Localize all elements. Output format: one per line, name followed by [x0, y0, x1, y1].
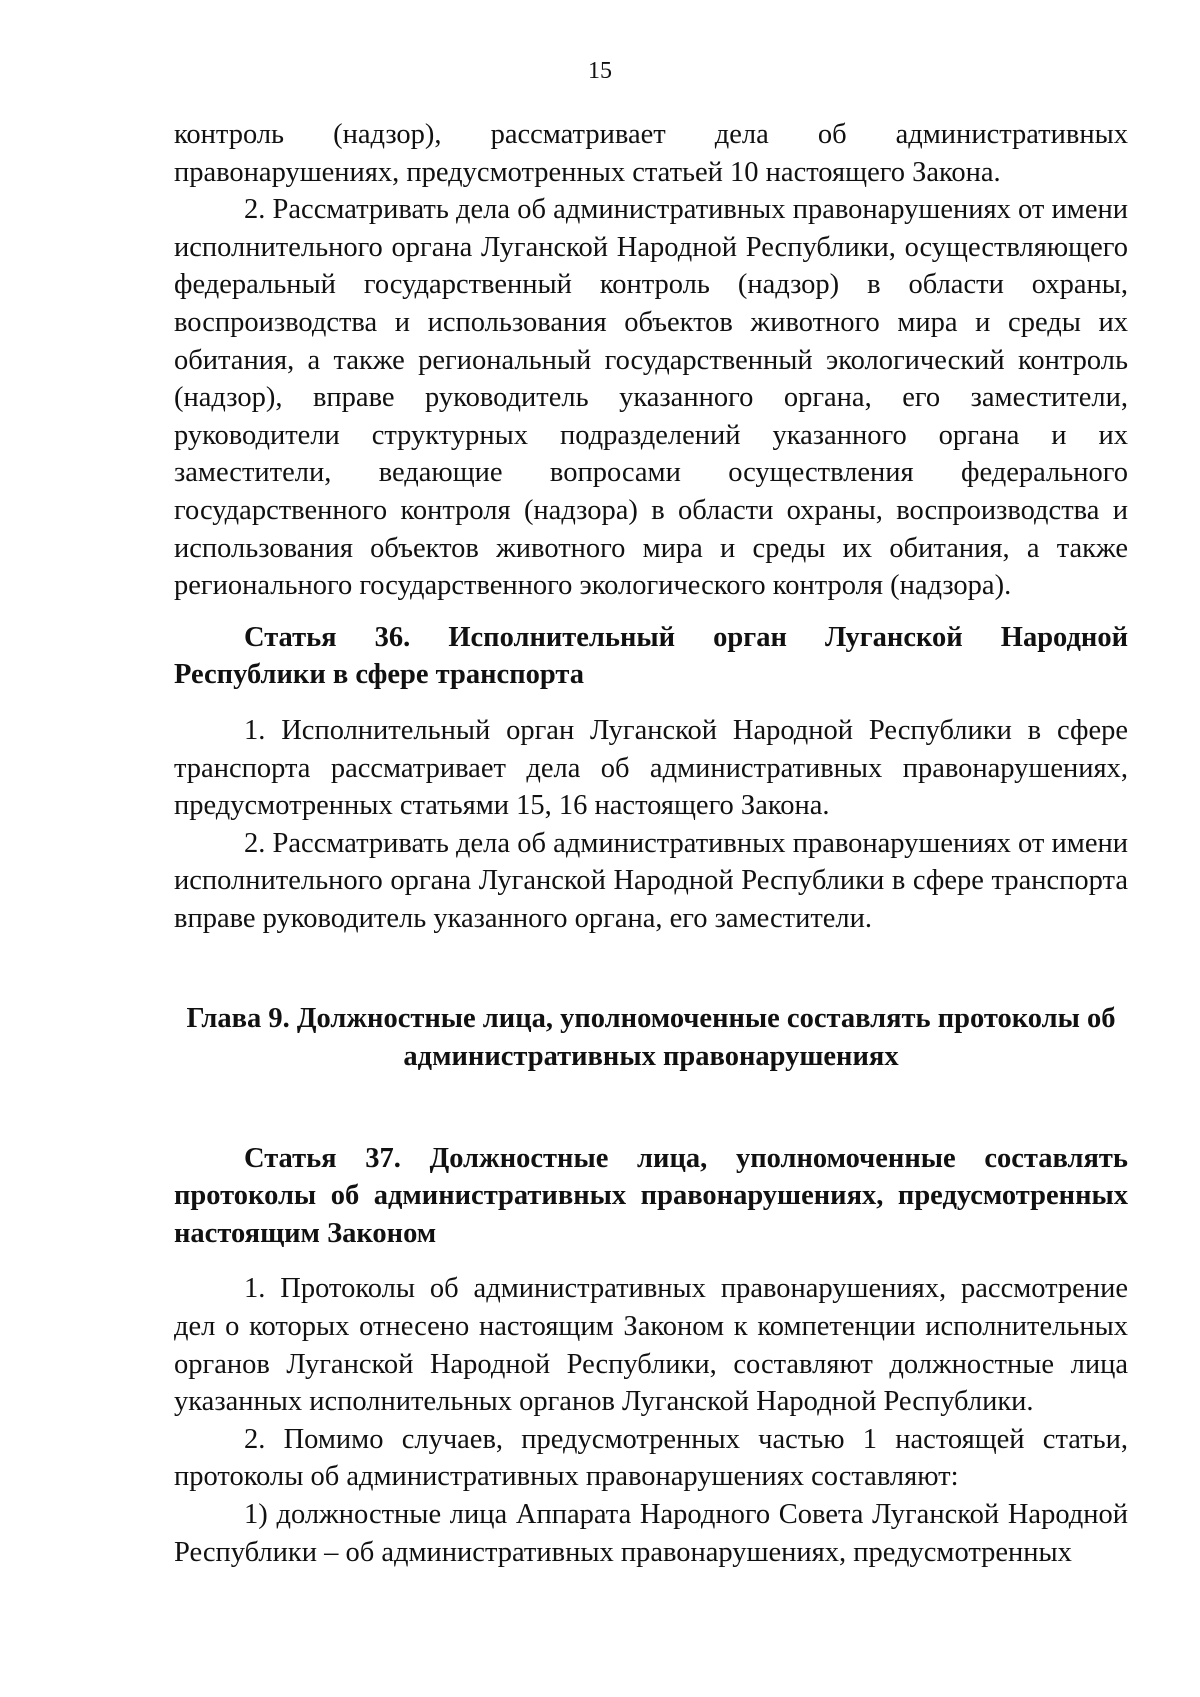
article-36-title: Статья 36. Исполнительный орган Луганской Народной Республики в сфере транспорта	[174, 621, 1128, 691]
chapter-9-title-line-2: административных правонарушениях	[403, 1041, 899, 1073]
page-number: 15	[588, 58, 612, 84]
paragraph-art36-part1: 1. Исполнительный орган Луганской Народной Республики в сфере транспорта рассматривает дела об административных правонарушениях, предусмотренных статьями 15, 16 настоящего Закона.	[174, 714, 1128, 822]
chapter-9-title	[174, 1000, 1128, 1075]
paragraph-continuation: контроль (надзор), рассматривает дела об административных правонарушениях, предусмотренных статьей 10 настоящего Закона.	[174, 119, 1128, 188]
document-body	[174, 116, 1128, 1571]
paragraph-art37-part2-item1: 1) должностные лица Аппарата Народного Совета Луганской Народной Республики – об административных правонарушениях, предусмотренных	[174, 1499, 1128, 1568]
paragraph-art37-part1: 1. Протоколы об административных правонарушениях, рассмотрение дел о которых отнесено настоящим Законом к компетенции исполнительных органов Луганской Народной Республики, составляют должностные лица указанных исполнительных органов Луганской Народной Республики.	[174, 1273, 1128, 1418]
paragraph-art36-part2: 2. Рассматривать дела об административных правонарушениях от имени исполнительного органа Луганской Народной Республики в сфере транспорта вправе руководитель указанного органа, его заместители.	[174, 827, 1128, 934]
paragraph-art37-part2: 2. Помимо случаев, предусмотренных частью 1 настоящей статьи, протоколы об административных правонарушениях составляют:	[174, 1423, 1128, 1493]
article-37-title: Статья 37. Должностные лица, уполномоченные составлять протоколы об административных правонарушениях, предусмотренных настоящим Законом	[174, 1142, 1128, 1249]
paragraph-art35-part2: 2. Рассматривать дела об административных правонарушениях от имени исполнительного органа Луганской Народной Республики, осуществляющего федеральный государственный контроль (надзор) в области охраны, воспроизводства и использования объектов животного мира и среды их обитания, а также региональный государственный экологический контроль (надзор), вправе руководитель указанного органа, его заместители, руководители структурных подразделений указанного органа и их заместители, ведающие вопросами осуществления федерального государственного контроля (надзора) в области охраны, воспроизводства и использования объектов животного мира и среды их обитания, а также регионального государственного экологического контроля (надзора).	[174, 194, 1128, 602]
chapter-9-title-line-1: Глава 9. Должностные лица, уполномоченные составлять протоколы об	[186, 1003, 1116, 1035]
